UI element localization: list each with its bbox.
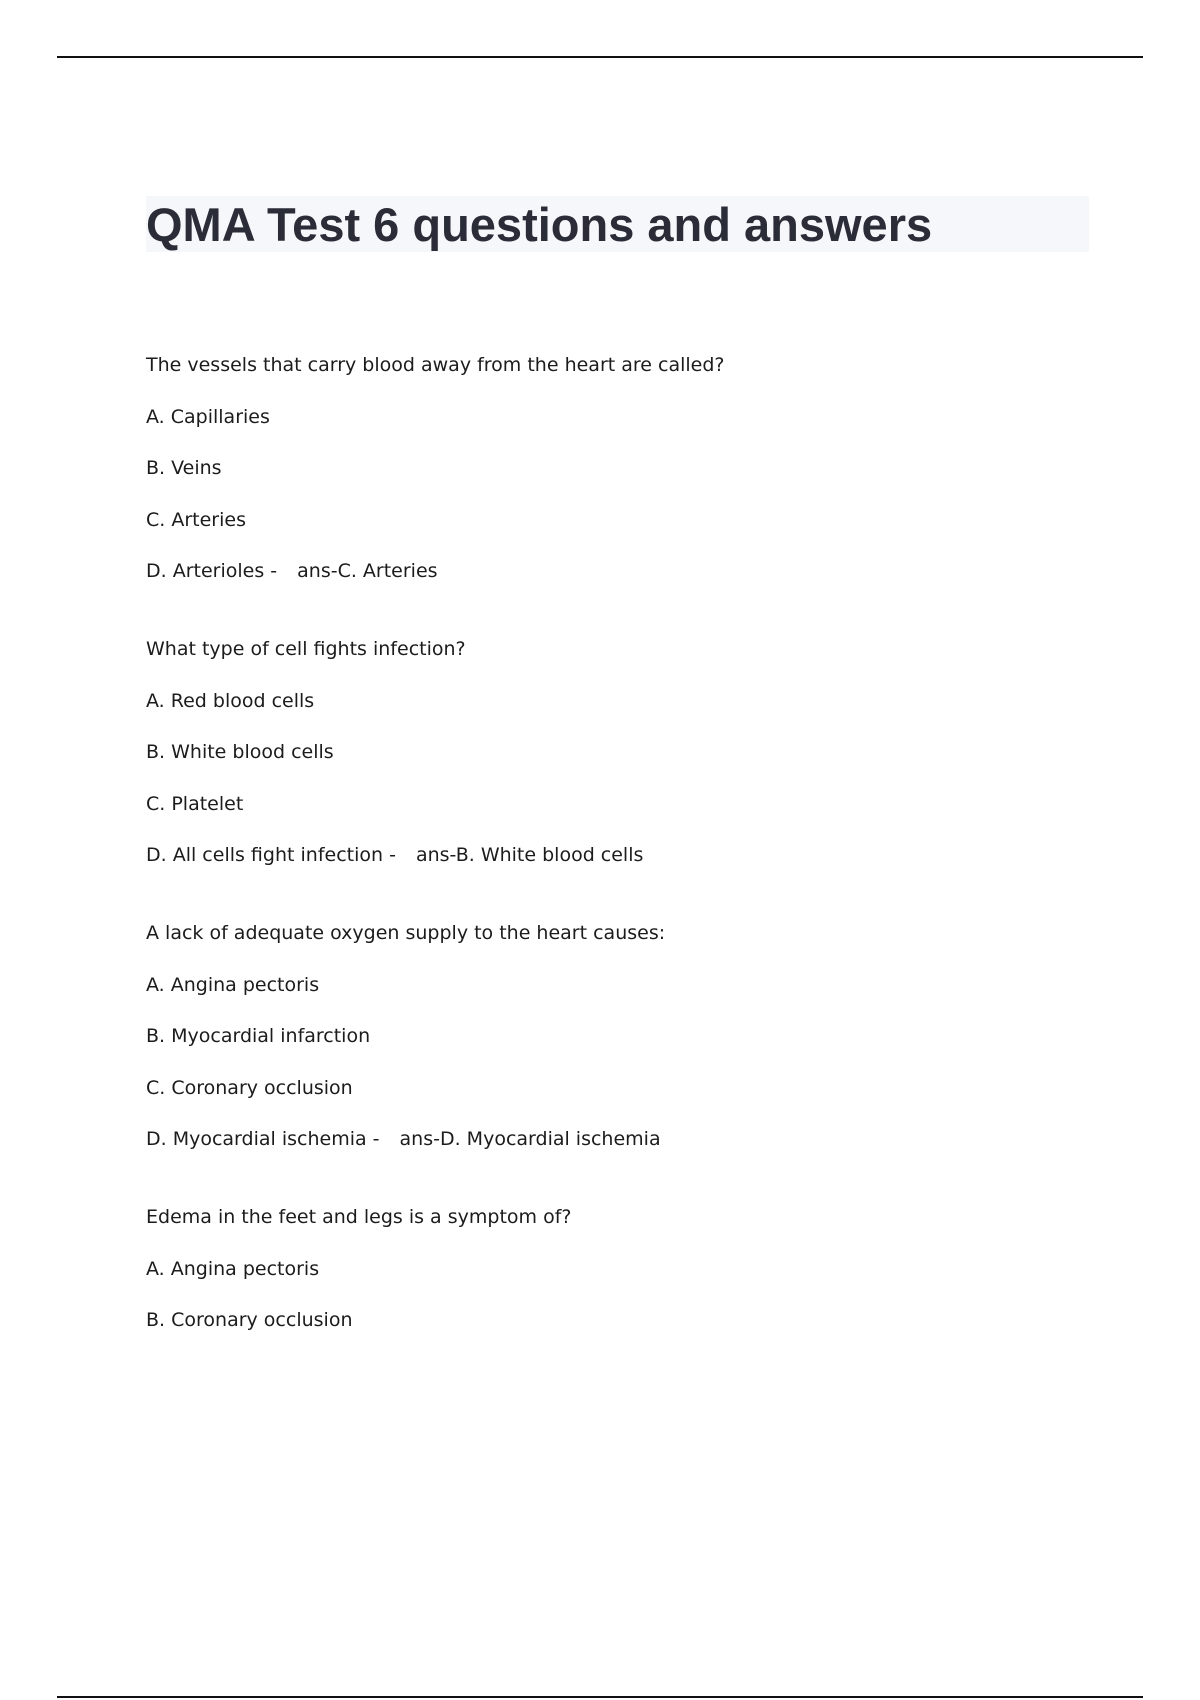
question-text: A lack of adequate oxygen supply to the heart causes: [146, 922, 666, 944]
question-text: Edema in the feet and legs is a symptom of? [146, 1206, 572, 1228]
option-a: A. Capillaries [146, 405, 270, 428]
option-b: B. Myocardial infarction [146, 1025, 371, 1047]
option-a: A. Angina pectoris [146, 973, 320, 996]
option-d-with-answer [146, 842, 1096, 868]
option-d-with-answer [146, 1126, 1096, 1152]
option-c: C. Arteries [146, 508, 246, 531]
question-list [146, 352, 1096, 1385]
question-block-3 [146, 920, 1096, 1152]
option-a: A. Red blood cells [146, 689, 315, 712]
option-c: C. Platelet [146, 792, 244, 815]
answer-key: ans-C. Arteries [297, 560, 438, 582]
question-block-2 [146, 636, 1096, 868]
option-d: D. All cells fight infection - [146, 844, 396, 866]
document-title: QMA Test 6 questions and answers [146, 198, 933, 251]
option-a: A. Angina pectoris [146, 1257, 320, 1280]
bottom-rule [57, 1696, 1143, 1698]
question-text: What type of cell fights infection? [146, 638, 466, 660]
question-block-4 [146, 1204, 1096, 1333]
option-d-with-answer [146, 558, 1096, 584]
option-b: B. Coronary occlusion [146, 1309, 353, 1331]
option-b: B. White blood cells [146, 741, 334, 763]
top-rule [57, 56, 1143, 58]
answer-key: ans-D. Myocardial ischemia [399, 1128, 661, 1150]
question-block-1 [146, 352, 1096, 584]
option-b: B. Veins [146, 457, 222, 479]
option-d: D. Myocardial ischemia - [146, 1128, 380, 1150]
answer-key: ans-B. White blood cells [415, 844, 644, 866]
option-d: D. Arterioles - [146, 560, 278, 582]
question-text: The vessels that carry blood away from the heart are called? [146, 354, 725, 376]
option-c: C. Coronary occlusion [146, 1076, 353, 1099]
